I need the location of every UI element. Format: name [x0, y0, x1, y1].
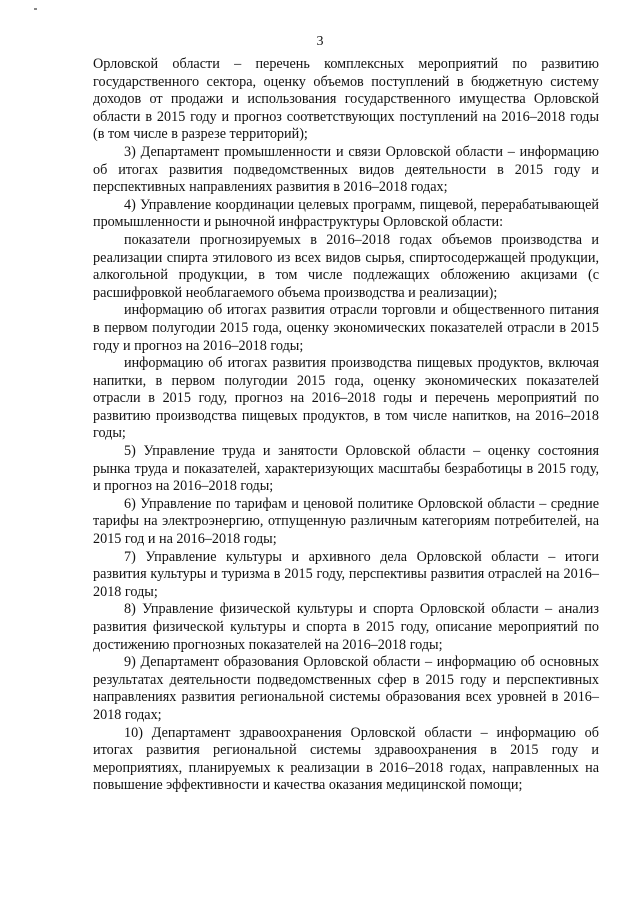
- paragraph-continuation: Орловской области – перечень комплексных мероприятий по развитию государственного сектора, оценку объемов поступлений в бюджетную систему доходов от продажи и использования государственного имущества Орловской области в 2015 году и прогноз соответствующих поступлений на 2016–2018 годы (в том числе в разрезе территорий);: [93, 56, 599, 143]
- paragraph-item-4-trade: информацию об итогах развития отрасли торговли и общественного питания в первом полугодии 2015 года, оценку экономических показателей отрасли в 2015 году и прогноз на 2016–2018 годы;: [93, 302, 599, 354]
- paragraph-item-4-food: информацию об итогах развития производства пищевых продуктов, включая напитки, в первом полугодии 2015 года, оценку экономических показателей отрасли в 2015 году, прогноз на 2016–2018 годы и перечень мероприятий по развитию производства пищевых продуктов, в том числе напитков, на 2016–2018 годы;: [93, 355, 599, 442]
- paragraph-item-9: 9) Департамент образования Орловской области – информацию об основных результатах деятельности подведомственных сфер в 2015 году и перспективных направлениях развития региональной системы образования всех уровней в 2016–2018 годах;: [93, 654, 599, 723]
- page-number: 3: [316, 34, 324, 49]
- paragraph-item-4-alcohol: показатели прогнозируемых в 2016–2018 годах объемов производства и реализации спирта этилового из всех видов сырья, спиртосодержащей продукции, алкогольной продукции, в том числе подлежащих обложению акцизами (с расшифровкой необлагаемого объема производства и реализации);: [93, 231, 599, 301]
- paragraph-item-5: 5) Управление труда и занятости Орловской области – оценку состояния рынка труда и показателей, характеризующих масштабы безработицы в 2015 году, и прогноз на 2016–2018 годы;: [93, 443, 599, 495]
- scan-speck: [34, 8, 37, 10]
- paragraph-item-6: 6) Управление по тарифам и ценовой политике Орловской области – средние тарифы на электроэнергию, отпущенную различным категориям потребителей, на 2015 год и на 2016–2018 годы;: [93, 495, 599, 548]
- document-body: [93, 56, 599, 795]
- paragraph-item-3: 3) Департамент промышленности и связи Орловской области – информацию об итогах развития подведомственных видов деятельности в 2015 году и перспективных направлениях развития в 2016–2018 годах;: [93, 143, 599, 196]
- paragraph-item-7: 7) Управление культуры и архивного дела Орловской области – итоги развития культуры и туризма в 2015 году, перспективы развития отраслей на 2016–2018 годы;: [93, 548, 599, 600]
- paragraph-item-10: 10) Департамент здравоохранения Орловской области – информацию об итогах развития региональной системы здравоохранения в 2015 году и мероприятиях, планируемых к реализации в 2016–2018 годах, направленных на повышение эффективности и качества оказания медицинской помощи;: [93, 724, 599, 794]
- paragraph-item-4: 4) Управление координации целевых программ, пищевой, перерабатывающей промышленности и рыночной инфраструктуры Орловской области:: [93, 196, 599, 231]
- paragraph-item-8: 8) Управление физической культуры и спорта Орловской области – анализ развития физической культуры и спорта в 2015 году, описание мероприятий по достижению прогнозных показателей на 2016–2018 годы;: [93, 601, 599, 653]
